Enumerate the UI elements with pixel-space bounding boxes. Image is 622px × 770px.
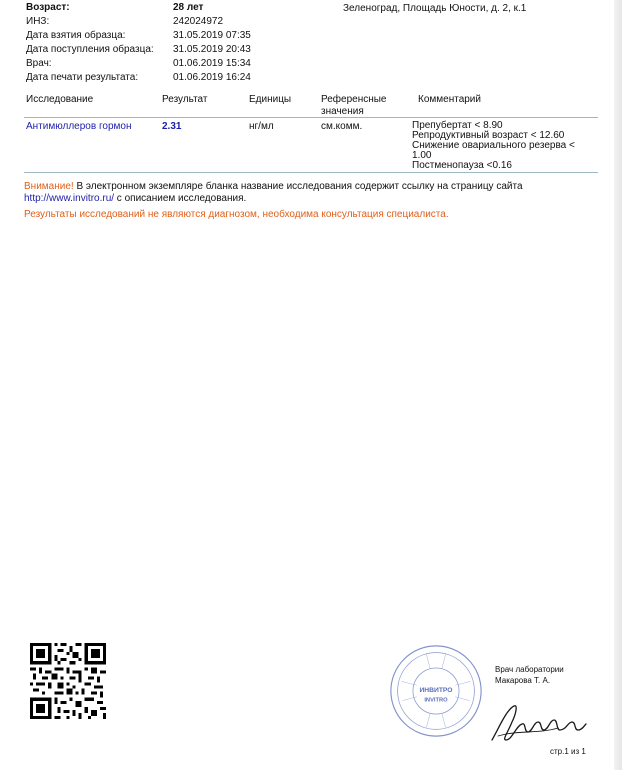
sample-received-label: Дата поступления образца: — [26, 44, 154, 55]
invitro-stamp-image — [388, 643, 484, 739]
clinic-address: Зеленоград, Площадь Юности, д. 2, к.1 — [343, 3, 527, 14]
page-number: стр.1 из 1 — [550, 747, 586, 756]
header-units: Единицы — [249, 94, 292, 105]
header-result: Результат — [162, 94, 208, 105]
print-date-value: 01.06.2019 16:24 — [173, 72, 251, 83]
doctor-value: 01.06.2019 15:34 — [173, 58, 251, 69]
header-reference-line1: Референсные — [321, 94, 387, 105]
svg-text:INVITRO: INVITRO — [424, 697, 448, 704]
page-edge — [614, 0, 622, 770]
result-value: 2.31 — [162, 121, 182, 132]
inz-label: ИНЗ: — [26, 16, 50, 27]
reference-value: см.комм. — [321, 121, 363, 132]
notice-text-2: с описанием исследования. — [114, 193, 247, 204]
disclaimer: Результаты исследований не являются диагнозом, необходима консультация специалиста. — [24, 209, 449, 220]
age-value: 28 лет — [173, 2, 204, 13]
doctor-name: Макарова Т. А. — [495, 676, 551, 685]
sample-taken-value: 31.05.2019 07:35 — [173, 30, 251, 41]
units-value: нг/мл — [249, 121, 274, 132]
table-top-rule — [24, 117, 598, 118]
notice-text-1: В электронном экземпляре бланка название исследования содержит ссылку на страницу сайта — [73, 181, 523, 192]
comment-line-3: Снижение овариального резерва < — [412, 140, 575, 151]
test-name-link[interactable]: Антимюллеров гормон — [26, 121, 132, 132]
header-test: Исследование — [26, 94, 94, 105]
notice-line-2 — [24, 193, 246, 205]
notice-line-1 — [24, 181, 523, 193]
comment-line-1: Препубертат < 8.90 — [412, 120, 503, 131]
comment-line-5: Постменопауза <0.16 — [412, 160, 512, 171]
doctor-title: Врач лаборатории — [495, 665, 564, 674]
invitro-link[interactable]: http://www.invitro.ru/ — [24, 193, 115, 204]
table-bottom-rule — [24, 172, 598, 173]
doctor-label: Врач: — [26, 58, 52, 69]
qr-code-image — [30, 643, 106, 719]
svg-text:ИНВИТРО: ИНВИТРО — [419, 686, 453, 694]
doctor-signature-image — [488, 700, 588, 746]
comment-line-4: 1.00 — [412, 150, 432, 161]
print-date-label: Дата печати результата: — [26, 72, 139, 83]
age-label: Возраст: — [26, 2, 70, 13]
inz-value: 242024972 — [173, 16, 224, 27]
sample-received-value: 31.05.2019 20:43 — [173, 44, 251, 55]
attention-label: Внимание! — [24, 181, 74, 192]
sample-taken-label: Дата взятия образца: — [26, 30, 126, 41]
comment-line-2: Репродуктивный возраст < 12.60 — [412, 130, 565, 141]
header-comment: Комментарий — [418, 94, 481, 105]
header-reference-line2: значения — [321, 106, 364, 117]
